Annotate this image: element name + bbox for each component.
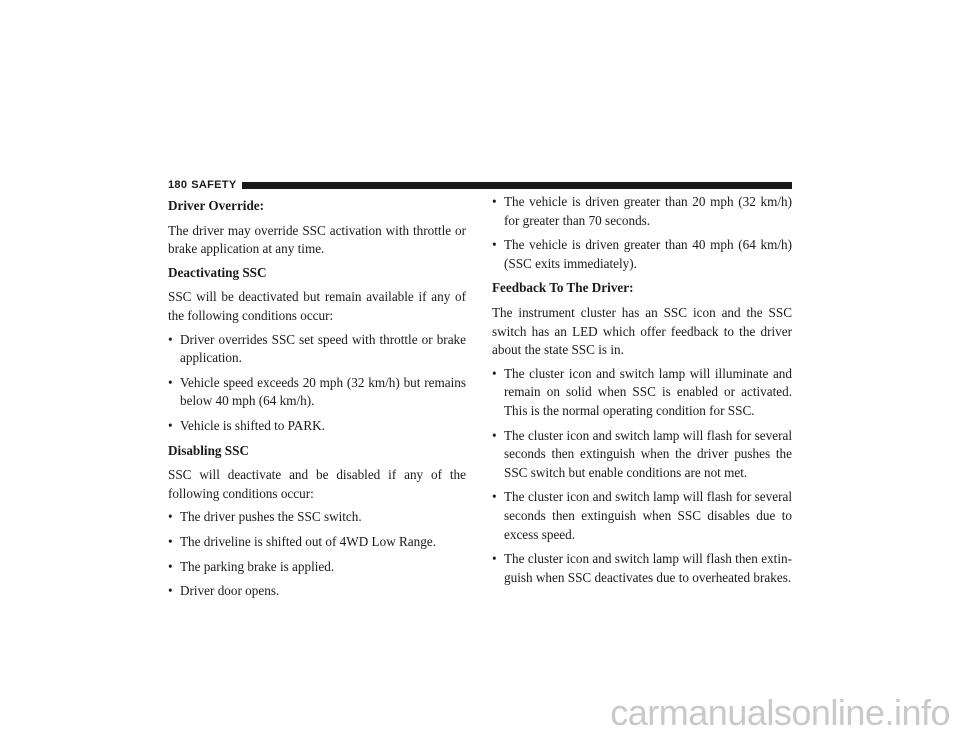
bullet-icon: • [168, 331, 173, 347]
list-item-text: The vehicle is driven greater than 20 mph (32 km/h) for greater than 70 seconds. [504, 194, 792, 228]
bullet-icon: • [168, 558, 173, 574]
list-item-text: The cluster icon and switch lamp will flash then extin-guish when SSC deactivates due to overheated brakes. [504, 551, 792, 585]
list-item [168, 533, 466, 552]
list-item-text: Vehicle speed exceeds 20 mph (32 km/h) but remains below 40 mph (64 km/h). [180, 374, 466, 409]
list-item [492, 550, 792, 587]
list-item [168, 508, 466, 527]
list-item [168, 558, 466, 577]
right-column [492, 193, 792, 593]
section-title: SAFETY [191, 179, 237, 191]
list-item-text: The parking brake is applied. [180, 558, 335, 574]
bullet-icon: • [492, 551, 497, 567]
page-header [168, 179, 792, 191]
list-item-text: The cluster icon and switch lamp will flash for several seconds then extinguish when SSC disables due to excess speed. [504, 489, 792, 542]
watermark: carmanualsonline.info [610, 692, 950, 733]
page-number: 180 [168, 179, 188, 191]
header-rule [242, 182, 792, 189]
bullet-icon: • [168, 583, 173, 599]
list-item [168, 417, 466, 436]
list-item-text: The cluster icon and switch lamp will flash for several seconds then extinguish when the driver pushes the SSC switch but enable conditions are not met. [504, 427, 792, 480]
bullet-icon: • [492, 427, 497, 443]
list-item-text: The driver pushes the SSC switch. [180, 509, 362, 525]
left-column [168, 193, 466, 607]
list-item [492, 488, 792, 544]
feedback-text: The instrument cluster has an SSC icon and the SSC switch has an LED which offer feedback to the driver about the state SSC is in. [492, 304, 792, 358]
disabling-list-continued [492, 193, 792, 273]
driver-override-heading: Driver Override: [168, 198, 265, 213]
bullet-icon: • [168, 533, 173, 549]
list-item [168, 582, 466, 601]
bullet-icon: • [168, 509, 173, 525]
bullet-icon: • [168, 417, 173, 433]
list-item-text: Driver door opens. [180, 583, 280, 599]
list-item [168, 374, 466, 411]
feedback-heading: Feedback To The Driver: [492, 280, 634, 296]
list-item [492, 427, 792, 483]
list-item [492, 193, 792, 230]
disabling-heading: Disabling SSC [168, 442, 249, 458]
bullet-icon: • [492, 237, 497, 253]
deactivating-heading: Deactivating SSC [168, 264, 267, 280]
list-item [492, 236, 792, 273]
disabling-list [168, 508, 466, 600]
deactivating-list [168, 331, 466, 436]
bullet-icon: • [492, 365, 497, 381]
deactivating-text: SSC will be deactivated but remain available if any of the following conditions occur: [168, 289, 466, 323]
list-item-text: Vehicle is shifted to PARK. [180, 417, 325, 433]
list-item-text: Driver overrides SSC set speed with throttle or brake application. [180, 331, 466, 366]
bullet-icon: • [492, 489, 497, 505]
feedback-list [492, 365, 792, 588]
list-item-text: The driveline is shifted out of 4WD Low Range. [180, 533, 436, 549]
bullet-icon: • [168, 374, 173, 390]
list-item [168, 331, 466, 368]
bullet-icon: • [492, 194, 497, 209]
list-item-text: The cluster icon and switch lamp will illuminate and remain on solid when SSC is enabled or activated. This is the normal operating condition for SSC. [504, 365, 792, 418]
disabling-text: SSC will deactivate and be disabled if any of the following conditions occur: [168, 467, 466, 501]
list-item-text: The vehicle is driven greater than 40 mph (64 km/h) (SSC exits immediately). [504, 237, 792, 271]
list-item [492, 365, 792, 421]
driver-override-text: The driver may override SSC activation with throttle or brake application at any time. [168, 222, 466, 257]
